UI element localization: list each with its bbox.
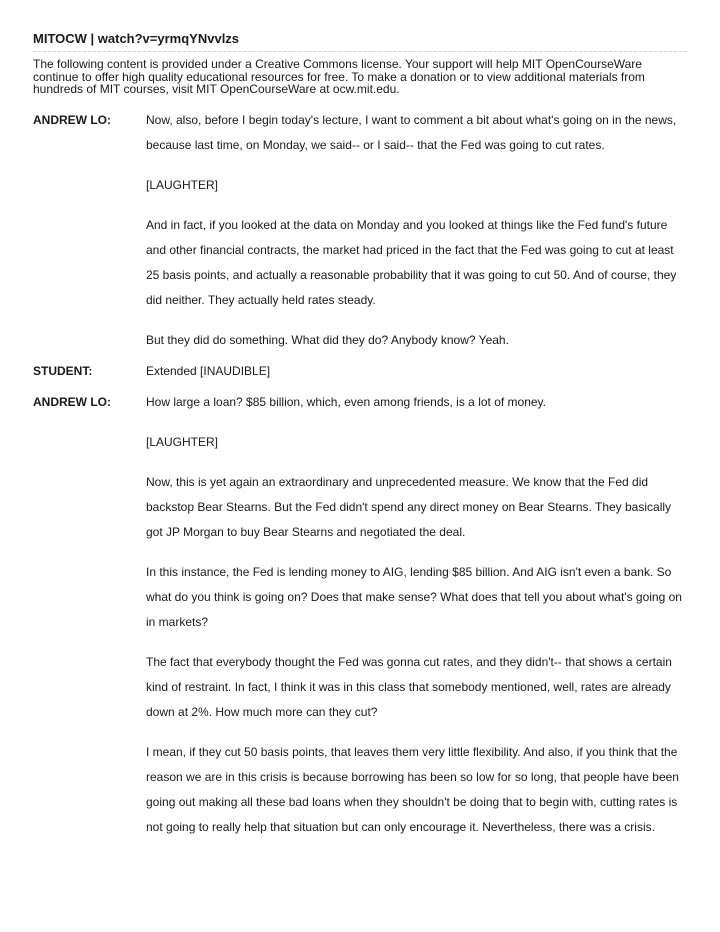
speech-paragraph: But they did do something. What did they do? Anybody know? Yeah. <box>146 332 509 347</box>
transcript-turn <box>33 105 687 353</box>
speech-paragraph: I mean, if they cut 50 basis points, that leaves them very little flexibility. And also, if you think that the reason we are in this crisis is because borrowing has been so low for so long, that people have been going out making all these bad loans when they shouldn't be doing that to begin with, cutting rates is not going to really help that situation but can only encourage it. Nevertheless, there was a crisis. <box>146 744 679 834</box>
speech-paragraph: In this instance, the Fed is lending money to AIG, lending $85 billion. And AIG isn't even a bank. So what do you think is going on? Does that make sense? What does that tell you about what's going on in markets? <box>146 564 682 629</box>
speech-block <box>146 387 687 840</box>
speech-paragraph: [LAUGHTER] <box>146 177 219 192</box>
speech-block <box>146 105 687 353</box>
speaker-label: ANDREW LO: <box>33 394 111 409</box>
speech-paragraph: The fact that everybody thought the Fed was gonna cut rates, and they didn't-- that shows a certain kind of restraint. In fact, I think it was in this class that somebody mentioned, well, rates are already down at 2%. How much more can they cut? <box>146 654 672 719</box>
document-title: MITOCW | watch?v=yrmqYNvvlzs <box>33 30 687 52</box>
speech-paragraph: Extended [INAUDIBLE] <box>146 363 271 378</box>
speaker-label: ANDREW LO: <box>33 112 111 127</box>
transcript-turn <box>33 387 687 840</box>
speaker-label: STUDENT: <box>33 363 93 378</box>
speech-paragraph: [LAUGHTER] <box>146 434 219 449</box>
speech-paragraph: How large a loan? $85 billion, which, even among friends, is a lot of money. <box>146 394 547 409</box>
license-notice: The following content is provided under a Creative Commons license. Your support will help MIT OpenCourseWare continue to offer high quality educational resources for free. To make a donation or to view additional materials from hundreds of MIT courses, visit MIT OpenCourseWare at ocw.mit.edu. <box>33 57 645 96</box>
speech-paragraph: Now, also, before I begin today's lecture, I want to comment a bit about what's going on in the news, because last time, on Monday, we said-- or I said-- that the Fed was going to cut rates. <box>146 112 677 152</box>
speech-paragraph: Now, this is yet again an extraordinary and unprecedented measure. We know that the Fed did backstop Bear Stearns. But the Fed didn't spend any direct money on Bear Stearns. They basically got JP Morgan to buy Bear Stearns and negotiated the deal. <box>146 474 672 539</box>
transcript-page <box>33 30 687 840</box>
transcript-turn <box>33 356 687 384</box>
speech-paragraph: And in fact, if you looked at the data on Monday and you looked at things like the Fed fund's future and other financial contracts, the market had priced in the fact that the Fed was going to cut at least 25 basis points, and actually a reasonable probability that it was going to cut 50. And of course, they did neither. They actually held rates steady. <box>146 217 677 307</box>
speech-block <box>146 356 687 384</box>
transcript-body <box>33 105 687 840</box>
